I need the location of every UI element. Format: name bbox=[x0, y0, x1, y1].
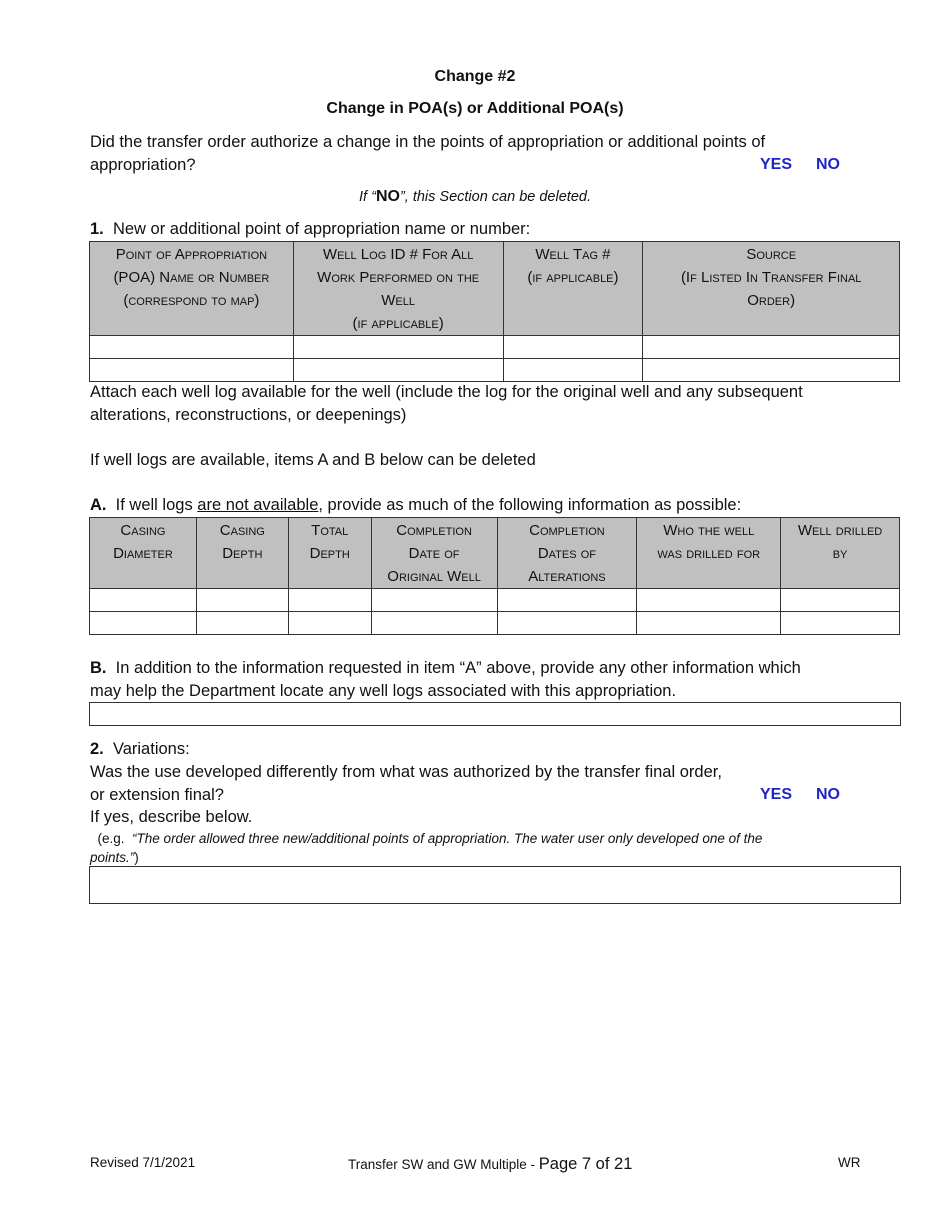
section-1-label bbox=[90, 218, 530, 241]
section-title: Change #2 bbox=[434, 68, 516, 85]
poa-header-source-l1: Source bbox=[746, 246, 797, 263]
variation-question-line-1: Was the use developed differently from what was authorized by the transfer final order, bbox=[90, 763, 722, 781]
table-cell[interactable] bbox=[90, 589, 197, 612]
poa-header-source-l2: (If Listed In Transfer Final bbox=[680, 269, 862, 286]
note-suffix: ”, this Section can be deleted. bbox=[399, 189, 591, 205]
delete-note bbox=[0, 188, 950, 206]
well-info-header bbox=[90, 518, 900, 589]
no-option[interactable]: NO bbox=[816, 156, 840, 173]
describe-instruction: If yes, describe below. bbox=[90, 808, 253, 826]
header-completion-original-l1: Completion bbox=[396, 522, 472, 539]
section-b-line-1 bbox=[90, 657, 801, 680]
poa-header-name-l3: (correspond to map) bbox=[123, 292, 260, 309]
poa-header-welllog-l2: Work Performed on the bbox=[317, 269, 480, 286]
poa-header-welltag-l2: (if applicable) bbox=[527, 269, 619, 286]
section-a-letter: A. bbox=[90, 496, 107, 514]
section-2-text: Variations: bbox=[112, 740, 190, 758]
poa-header-welllog-l4: (if applicable) bbox=[352, 315, 444, 332]
variation-question-line-2: or extension final? bbox=[90, 786, 224, 804]
table-row bbox=[90, 359, 900, 382]
header-drilled-for bbox=[637, 518, 781, 589]
table-cell[interactable] bbox=[90, 336, 294, 359]
revised-date: Revised 7/1/2021 bbox=[90, 1155, 196, 1170]
question-line-2: appropriation? bbox=[90, 156, 196, 174]
header-drilled-for-l1: Who the well bbox=[663, 522, 755, 539]
table-cell[interactable] bbox=[90, 612, 197, 635]
section-a-pre: If well logs bbox=[115, 496, 198, 514]
header-casing-diameter-l1: Casing bbox=[120, 522, 166, 539]
section-1-number: 1. bbox=[90, 220, 104, 238]
table-cell[interactable] bbox=[196, 589, 288, 612]
doc-name bbox=[348, 1155, 632, 1174]
example-text bbox=[90, 829, 850, 867]
header-completion-original-l2: Date of bbox=[408, 545, 460, 562]
well-log-info-field[interactable] bbox=[89, 702, 901, 726]
table-cell[interactable] bbox=[288, 589, 371, 612]
table-cell[interactable] bbox=[371, 589, 497, 612]
table-cell[interactable] bbox=[503, 336, 643, 359]
header-completion-original bbox=[371, 518, 497, 589]
example-prefix: (e.g. bbox=[97, 831, 129, 846]
poa-header-welllog bbox=[293, 242, 503, 336]
doc-name-text: Transfer SW and GW Multiple - bbox=[348, 1157, 539, 1172]
header-completion-alterations-l1: Completion bbox=[529, 522, 605, 539]
header-drilled-for-l2: was drilled for bbox=[657, 545, 761, 562]
poa-table bbox=[89, 241, 900, 382]
table-row bbox=[90, 612, 900, 635]
note-bold: NO bbox=[375, 188, 400, 205]
section-b-line-2: may help the Department locate any well logs associated with this appropriation. bbox=[90, 682, 677, 700]
table-cell[interactable] bbox=[637, 589, 781, 612]
form-code: WR bbox=[838, 1155, 861, 1170]
section-a-post: , provide as much of the following information as possible: bbox=[318, 496, 742, 514]
variation-description-field[interactable] bbox=[89, 866, 901, 904]
poa-header-name bbox=[90, 242, 294, 336]
table-row bbox=[90, 336, 900, 359]
table-row bbox=[90, 589, 900, 612]
table-cell[interactable] bbox=[288, 612, 371, 635]
variation-yes-option[interactable]: YES bbox=[760, 786, 793, 803]
section-b-text: In addition to the information requested in item “A” above, provide any other information which bbox=[115, 659, 801, 677]
header-drilled-by bbox=[781, 518, 900, 589]
table-cell[interactable] bbox=[371, 612, 497, 635]
poa-header-welllog-l1: Well Log ID # For All bbox=[322, 246, 474, 263]
header-casing-diameter-l2: Diameter bbox=[113, 545, 173, 562]
yes-option[interactable]: YES bbox=[760, 156, 793, 173]
poa-header-name-l1: Point of Appropriation bbox=[115, 246, 268, 263]
question-line-1: Did the transfer order authorize a change in the points of appropriation or additional points of bbox=[90, 133, 766, 151]
page-number: Page 7 of 21 bbox=[538, 1155, 633, 1173]
logs-note: If well logs are available, items A and B below can be deleted bbox=[90, 451, 536, 469]
section-a-label bbox=[90, 494, 741, 517]
attach-line-1: Attach each well log available for the well (include the log for the original well and any subsequent bbox=[90, 383, 803, 401]
table-cell[interactable] bbox=[293, 359, 503, 382]
table-cell[interactable] bbox=[643, 359, 900, 382]
section-a-underlined: are not available bbox=[197, 496, 319, 514]
table-cell[interactable] bbox=[637, 612, 781, 635]
table-cell[interactable] bbox=[643, 336, 900, 359]
header-completion-alterations-l2: Dates of bbox=[537, 545, 597, 562]
note-prefix: If “ bbox=[359, 189, 376, 205]
header-drilled-by-l1: Well drilled bbox=[797, 522, 883, 539]
table-cell[interactable] bbox=[196, 612, 288, 635]
header-casing-depth-l2: Depth bbox=[222, 545, 263, 562]
header-drilled-by-l2: by bbox=[832, 545, 848, 562]
well-info-table bbox=[89, 517, 900, 635]
header-casing-depth bbox=[196, 518, 288, 589]
poa-header-welllog-l3: Well bbox=[381, 292, 415, 309]
example-suffix: ) bbox=[134, 850, 139, 865]
example-quote-end: points.” bbox=[90, 850, 135, 865]
header-completion-alterations bbox=[497, 518, 637, 589]
header-completion-original-l3: Original Well bbox=[387, 568, 481, 585]
poa-header-welltag bbox=[503, 242, 643, 336]
header-casing-diameter bbox=[90, 518, 197, 589]
table-cell[interactable] bbox=[497, 589, 637, 612]
header-total-depth bbox=[288, 518, 371, 589]
poa-header-source-l3: Order) bbox=[747, 292, 796, 309]
table-cell[interactable] bbox=[781, 589, 900, 612]
header-total-depth-l1: Total bbox=[311, 522, 349, 539]
poa-header-name-l2: (POA) Name or Number bbox=[113, 269, 270, 286]
table-cell[interactable] bbox=[293, 336, 503, 359]
section-2-label bbox=[90, 738, 190, 761]
table-cell[interactable] bbox=[503, 359, 643, 382]
section-1-text: New or additional point of appropriation name or number: bbox=[112, 220, 531, 238]
header-completion-alterations-l3: Alterations bbox=[528, 568, 606, 585]
attach-line-2: alterations, reconstructions, or deepenings) bbox=[90, 406, 407, 424]
variation-no-option[interactable]: NO bbox=[816, 786, 840, 803]
poa-table-header bbox=[90, 242, 900, 336]
section-2-number: 2. bbox=[90, 740, 104, 758]
table-cell[interactable] bbox=[497, 612, 637, 635]
section-subtitle: Change in POA(s) or Additional POA(s) bbox=[326, 100, 624, 117]
section-b-letter: B. bbox=[90, 659, 107, 677]
example-quote: “The order allowed three new/additional points of appropriation. The water user only developed one of the bbox=[132, 831, 763, 846]
header-casing-depth-l1: Casing bbox=[219, 522, 265, 539]
table-cell[interactable] bbox=[781, 612, 900, 635]
poa-header-source bbox=[643, 242, 900, 336]
header-total-depth-l2: Depth bbox=[309, 545, 350, 562]
table-cell[interactable] bbox=[90, 359, 294, 382]
poa-header-welltag-l1: Well Tag # bbox=[535, 246, 611, 263]
